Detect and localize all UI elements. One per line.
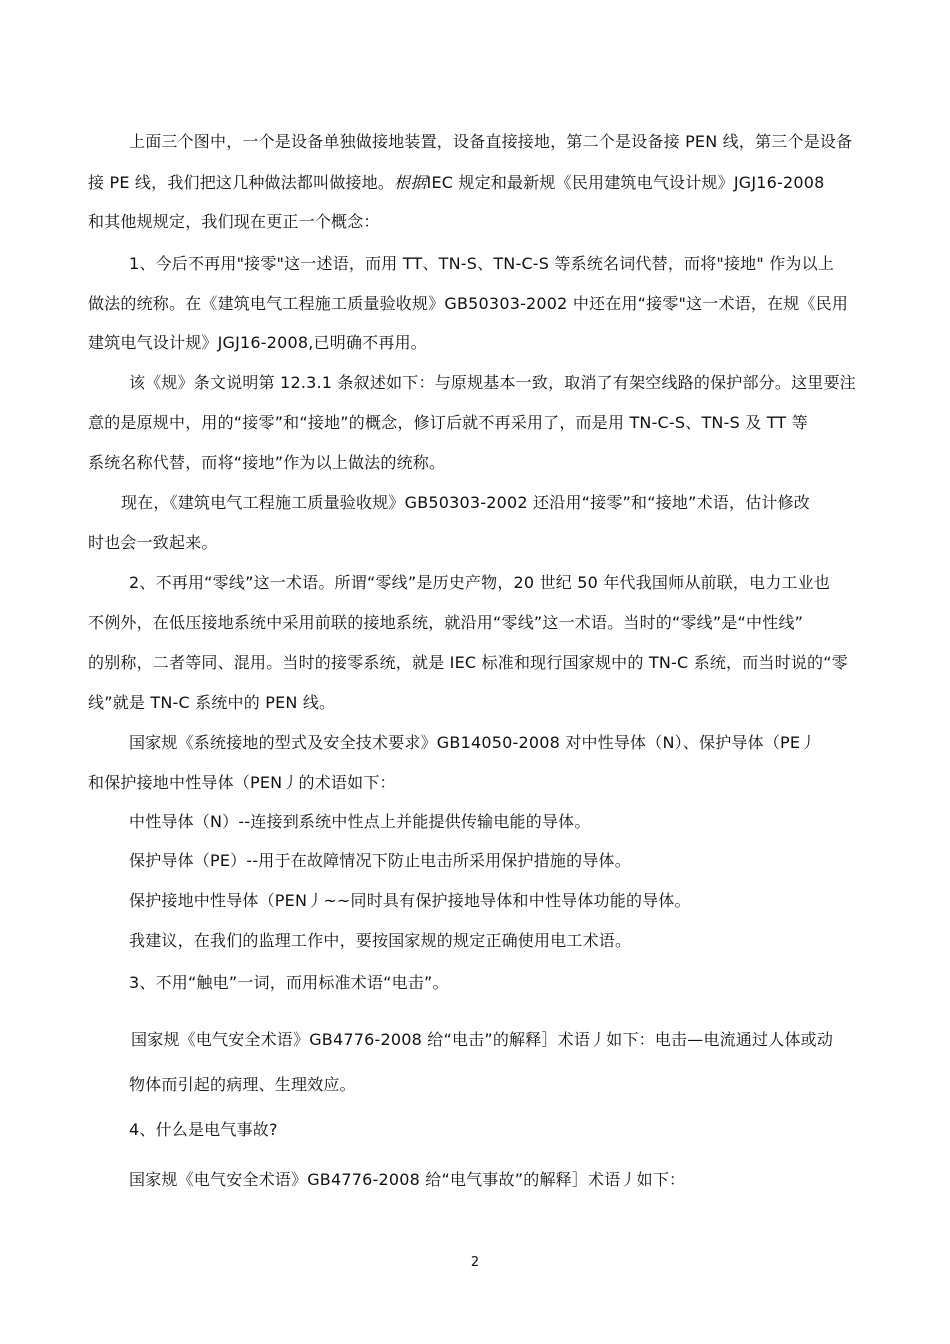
paragraph-line: 和其他规规定，我们现在更正一个概念： <box>88 212 380 231</box>
paragraph-line: 上面三个图中，一个是设备单独做接地装置，设备直接接地，第二个是设备接 PEN 线，第三个是设备 <box>129 132 853 151</box>
paragraph-line: 意的是原规中，用的“接零”和“接地”的概念，修订后就不再采用了，而是用 TN-C-S、TN-S 及 TT 等 <box>88 413 808 432</box>
paragraph-line: 国家规《电气安全术语》GB4776-2008 给“电击”的解释］术语丿如下：电击—电流通过人体或动 <box>131 1030 834 1049</box>
paragraph-line: 系统名称代替，而将“接地”作为以上做法的统称。 <box>88 453 446 472</box>
paragraph-line: 的别称，二者等同、混用。当时的接零系统，就是 IEC 标准和现行国家规中的 TN-C 系统，而当时说的“零 <box>88 653 848 672</box>
list-heading: 4、什么是电气事故? <box>129 1120 278 1139</box>
paragraph-line: 现在，《建筑电气工程施工质量验收规》GB50303-2002 还沿用“接零”和“接地”术语，估计修改 <box>121 493 811 512</box>
paragraph-line: 该《规》条文说明第 12.3.1 条叙述如下：与原规基本一致，取消了有架空线路的保护部分。这里要注 <box>129 373 856 392</box>
page-number: 2 <box>470 1255 480 1270</box>
paragraph-line: 国家规《电气安全术语》GB4776-2008 给“电气事故”的解释］术语丿如下： <box>129 1170 686 1189</box>
paragraph-line: 我建议，在我们的监理工作中，要按国家规的规定正确使用电工术语。 <box>129 931 632 950</box>
emphasis-text: 根据 <box>394 173 427 192</box>
paragraph-line: 1、今后不再用"接零"这一述语，而用 TT、TN-S、TN-C-S 等系统名词代替，而将"接地" 作为以上 <box>129 254 835 273</box>
paragraph-line: 建筑电气设计规》JGJ16-2008,已明确不再用。 <box>88 333 427 352</box>
paragraph-line: 线”就是 TN-C 系统中的 PEN 线。 <box>88 693 336 712</box>
paragraph-line: 和保护接地中性导体（PEN丿的术语如下： <box>88 773 396 792</box>
paragraph-line: 2、不再用“零线”这一术语。所谓“零线”是历史产物，20 世纪 50 年代我国师从前联，电力工业也 <box>129 573 831 592</box>
list-heading: 3、不用“触电”一词，而用标准术语“电击”。 <box>129 973 449 992</box>
paragraph-line: 不例外，在低压接地系统中采用前联的接地系统，就沿用“零线”这一术语。当时的“零线”是“中性线” <box>88 613 804 632</box>
definition-line: 保护接地中性导体（PEN丿~~同时具有保护接地导体和中性导体功能的导体。 <box>129 891 691 910</box>
paragraph-line: 接 PE 线，我们把这几种做法都叫做接地。根据IEC 规定和最新规《民用建筑电气设计规》JGJ16-2008 <box>88 173 825 192</box>
paragraph-line: 时也会一致起来。 <box>88 533 218 552</box>
paragraph-line: 国家规《系统接地的型式及安全技术要求》GB14050-2008 对中性导体（N）、保护导体（PE丿 <box>129 733 817 752</box>
definition-line: 保护导体（PE）--用于在故障情况下防止电击所采用保护措施的导体。 <box>129 851 631 870</box>
paragraph-line: 做法的统称。在《建筑电气工程施工质量验收规》GB50303-2002 中还在用“接零"这一术语，在规《民用 <box>88 294 849 313</box>
definition-line: 中性导体（N）--连接到系统中性点上并能提供传输电能的导体。 <box>129 812 591 831</box>
paragraph-line: 物体而引起的病理、生理效应。 <box>129 1075 356 1094</box>
